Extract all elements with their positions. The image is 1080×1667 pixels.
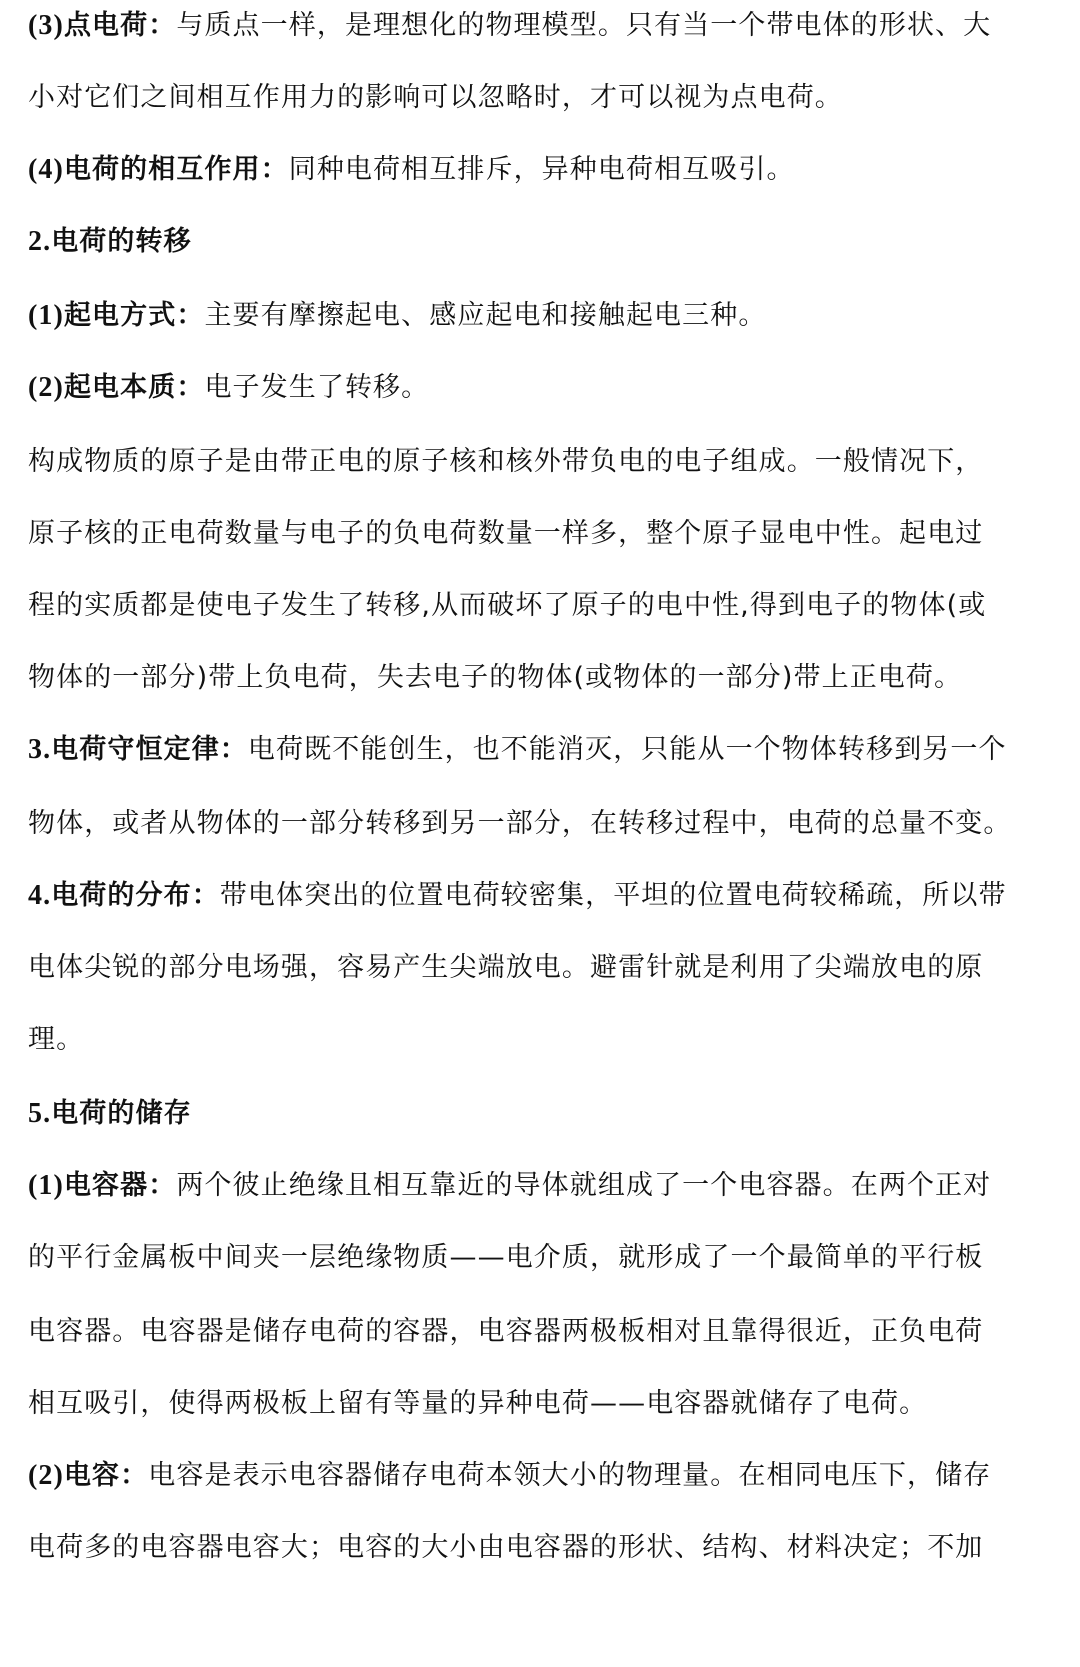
text-line-11 [28, 730, 1048, 770]
text-line-20 [28, 1384, 1048, 1424]
item-text: 构成物质的原子是由带正电的原子核和核外带负电的电子组成。一般情况下， [28, 446, 984, 477]
item-text: 小对它们之间相互作用力的影响可以忽略时，才可以视为点电荷。 [28, 82, 843, 113]
item-heading: 电容： [63, 1460, 149, 1491]
item-text: 带电体突出的位置电荷较密集，平坦的位置电荷较稀疏，所以带 [219, 880, 1007, 911]
item-number: (4) [28, 154, 64, 185]
item-number: (2) [28, 1460, 64, 1491]
item-text: 两个彼止绝缘且相互靠近的导体就组成了一个电容器。在两个正对 [176, 1170, 992, 1201]
item-heading: 电荷的分布： [51, 880, 220, 911]
text-line-19 [28, 1312, 1048, 1352]
section-heading-2 [28, 222, 1048, 262]
item-heading: 电荷的相互作用： [63, 154, 289, 185]
item-text: 电荷多的电容器电容大；电容的大小由电容器的形状、结构、材料决定；不加 [28, 1532, 984, 1563]
section-heading-5 [28, 1094, 1048, 1134]
item-number: (3) [28, 10, 64, 41]
text-line-12 [28, 804, 1048, 844]
section-number: 4. [28, 880, 52, 911]
section-title: 电荷的转移 [51, 226, 192, 257]
text-line-13 [28, 876, 1048, 916]
item-text: 电体尖锐的部分电场强，容易产生尖端放电。避雷针就是利用了尖端放电的原 [28, 952, 984, 983]
text-line-5 [28, 296, 1048, 336]
item-text: 的平行金属板中间夹一层绝缘物质——电介质，就形成了一个最简单的平行板 [28, 1242, 984, 1273]
text-line-10 [28, 658, 1048, 698]
section-title: 电荷的储存 [51, 1098, 192, 1129]
item-heading: 电容器： [63, 1170, 177, 1201]
item-heading: 起电方式： [63, 300, 205, 331]
section-number: 2. [28, 226, 52, 257]
text-line-8 [28, 514, 1048, 554]
text-line-21 [28, 1456, 1048, 1496]
section-number: 5. [28, 1098, 52, 1129]
text-line-14 [28, 948, 1048, 988]
item-text: 原子核的正电荷数量与电子的负电荷数量一样多，整个原子显电中性。起电过 [28, 518, 984, 549]
text-line-15 [28, 1020, 1048, 1060]
item-text: 理。 [28, 1024, 85, 1055]
item-text: 电容是表示电容器储存电荷本领大小的物理量。在相同电压下，储存 [148, 1460, 992, 1491]
text-line-7 [28, 442, 1048, 482]
item-text: 主要有摩擦起电、感应起电和接触起电三种。 [204, 300, 767, 331]
item-text: 电容器。电容器是储存电荷的容器，电容器两极板相对且靠得很近，正负电荷 [28, 1316, 984, 1347]
item-text: 相互吸引，使得两极板上留有等量的异种电荷——电容器就储存了电荷。 [28, 1388, 928, 1419]
item-heading: 起电本质： [63, 372, 205, 403]
item-text: 程的实质都是使电子发生了转移,从而破坏了原子的电中性,得到电子的物体(或 [28, 590, 987, 621]
text-line-17 [28, 1166, 1048, 1206]
text-line-2 [28, 78, 1048, 118]
section-number: 3. [28, 734, 52, 765]
text-line-22 [28, 1528, 1048, 1568]
text-line-9 [28, 586, 1048, 626]
item-text: 物体的一部分)带上负电荷，失去电子的物体(或物体的一部分)带上正电荷。 [28, 662, 963, 693]
item-text: 电子发生了转移。 [204, 372, 430, 403]
item-number: (2) [28, 372, 64, 403]
text-line-1 [28, 6, 1048, 46]
item-heading: 点电荷： [63, 10, 177, 41]
item-text: 物体，或者从物体的一部分转移到另一部分，在转移过程中，电荷的总量不变。 [28, 808, 1012, 839]
text-line-18 [28, 1238, 1048, 1278]
item-text: 与质点一样，是理想化的物理模型。只有当一个带电体的形状、大 [176, 10, 992, 41]
item-number: (1) [28, 300, 64, 331]
item-text: 电荷既不能创生，也不能消灭，只能从一个物体转移到另一个 [247, 734, 1007, 765]
text-line-6 [28, 368, 1048, 408]
item-heading: 电荷守恒定律： [51, 734, 248, 765]
item-number: (1) [28, 1170, 64, 1201]
text-line-3 [28, 150, 1048, 190]
item-text: 同种电荷相互排斥，异种电荷相互吸引。 [288, 154, 795, 185]
